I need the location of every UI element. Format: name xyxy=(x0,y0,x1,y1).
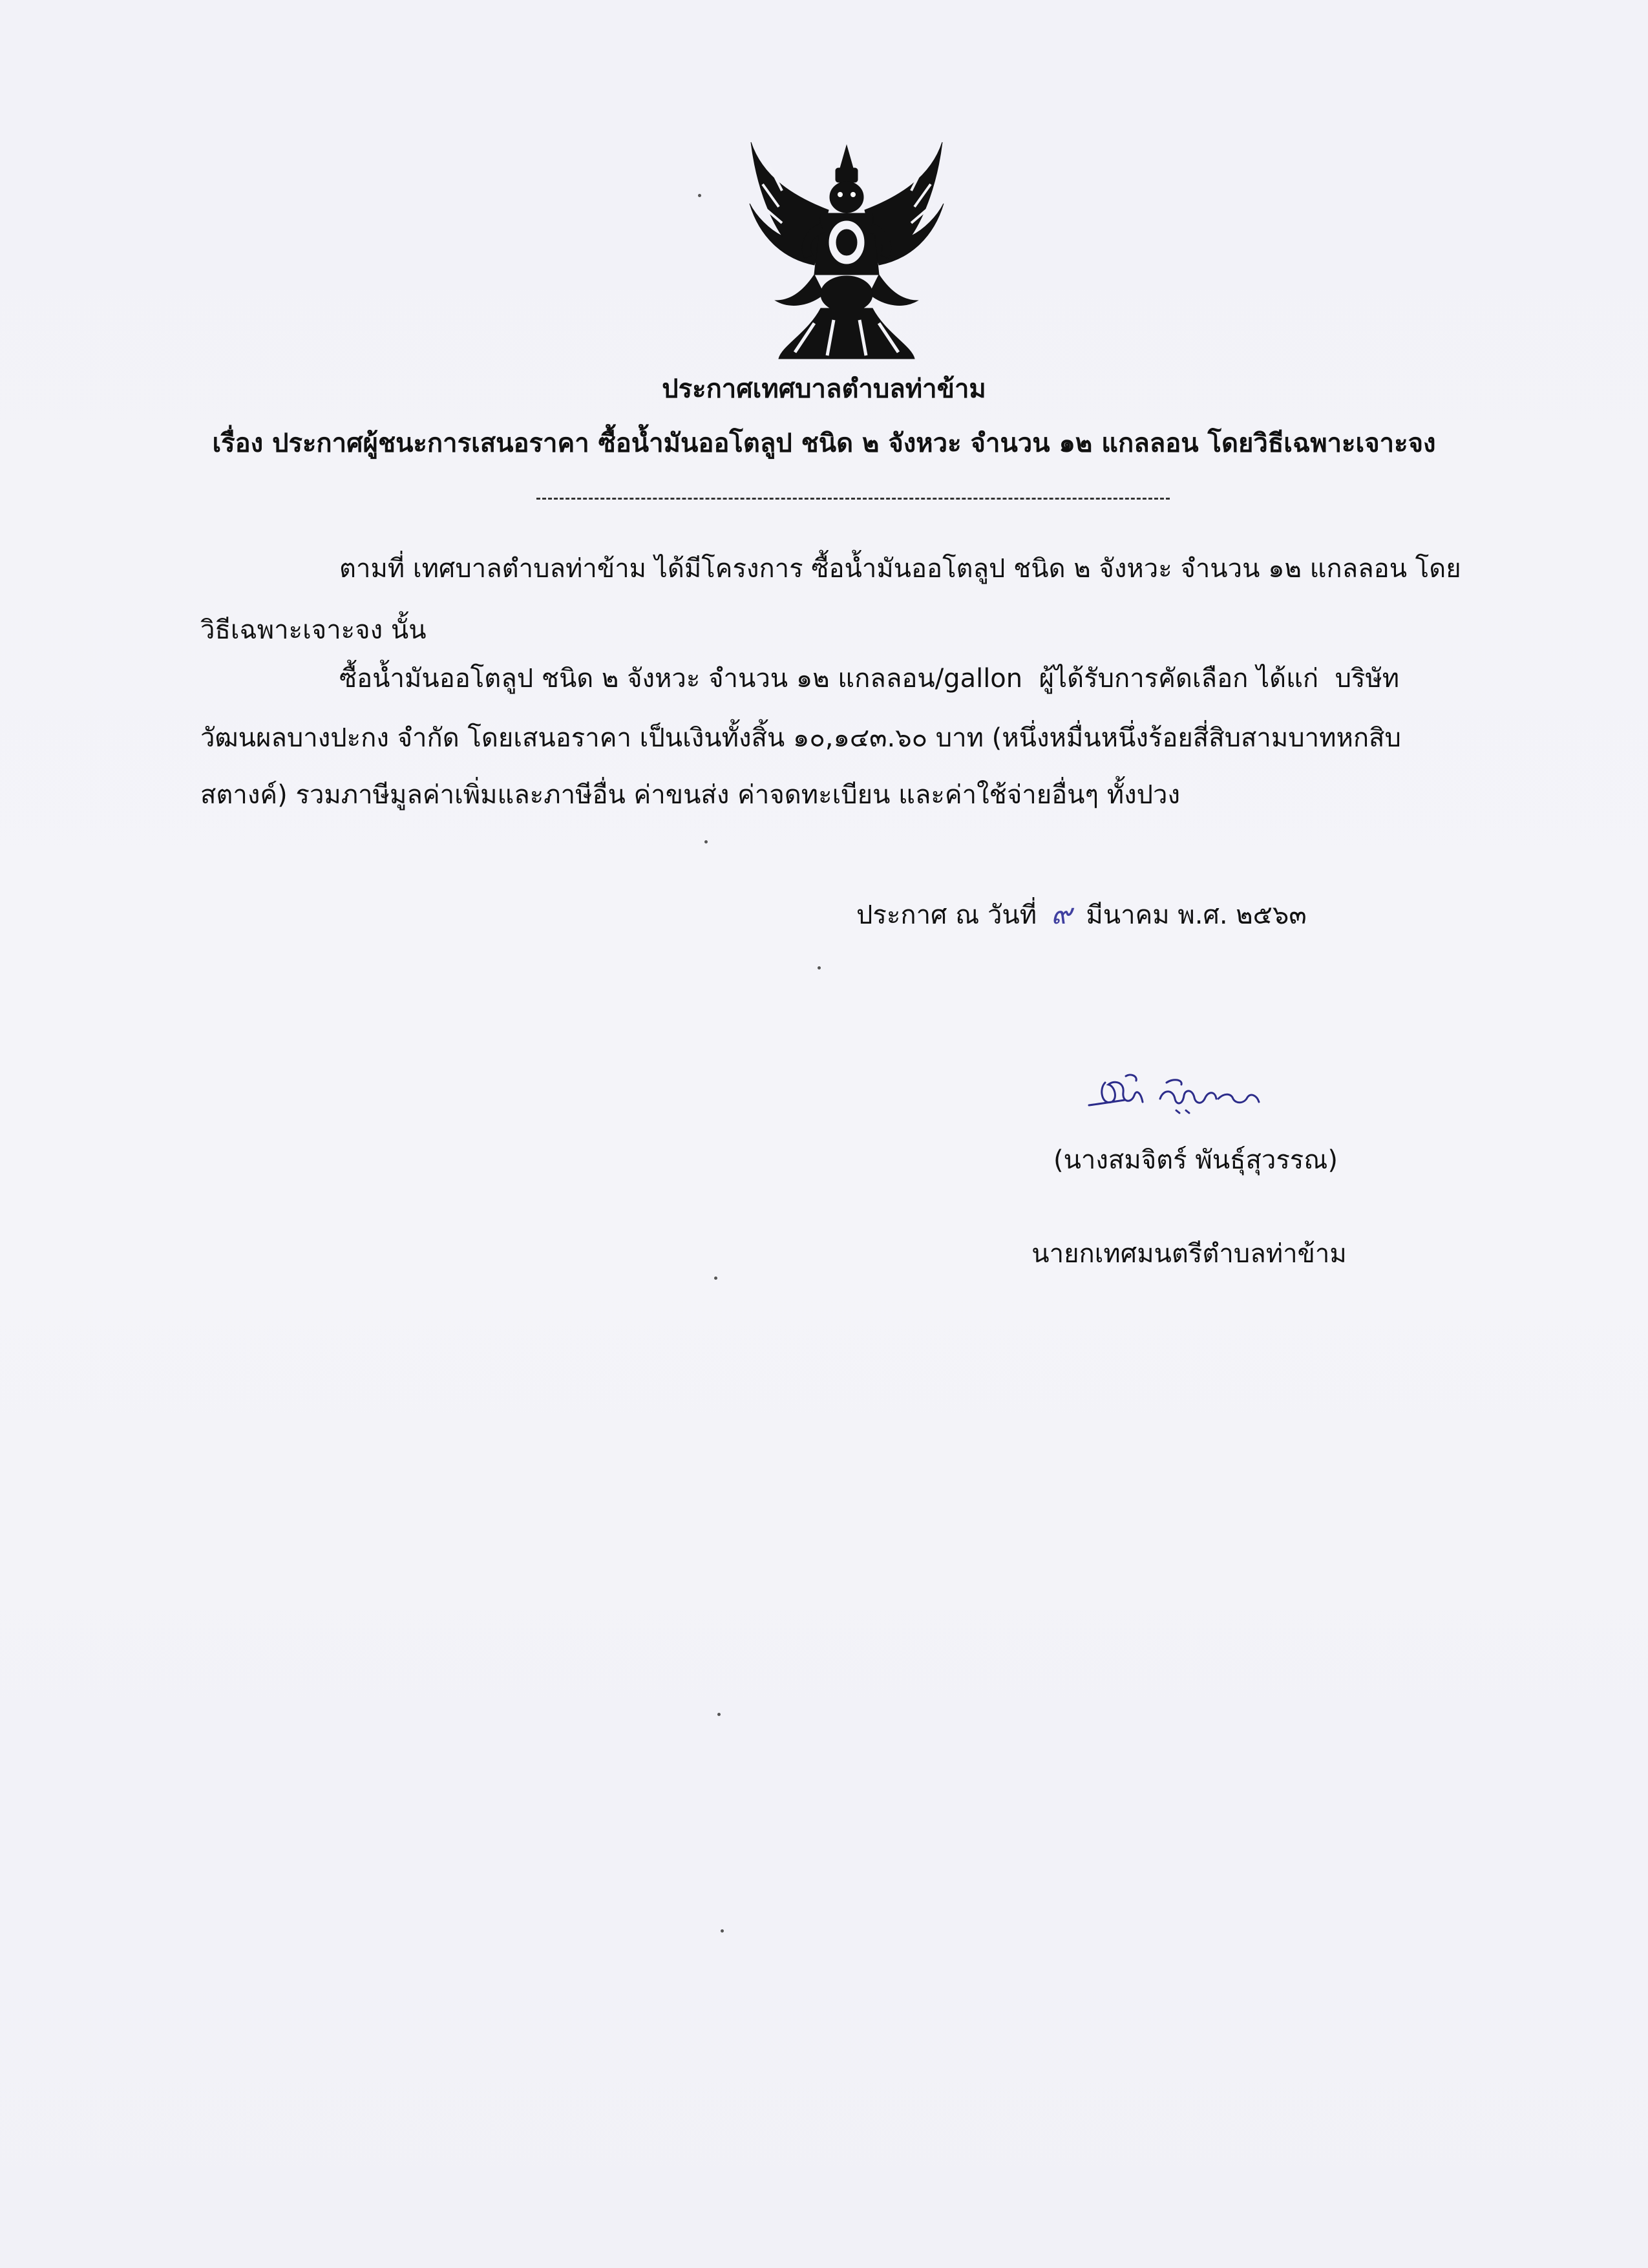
paragraph-1-line-1 xyxy=(200,549,1486,588)
total-amount: ๑๐,๑๔๓.๖๐ บาท (หนึ่งหมื่นหนึ่งร้อยสี่สิบสามบาทหกสิบ xyxy=(792,723,1401,753)
company-prefix: บริษัท xyxy=(1335,664,1400,694)
company-name: วัฒนผลบางปะกง จำกัด xyxy=(200,723,460,753)
paragraph-2-line-3: สตางค์) รวมภาษีมูลค่าเพิ่มและภาษีอื่น ค่าขนส่ง ค่าจดทะเบียน และค่าใช้จ่ายอื่นๆ ทั้งปวง xyxy=(200,780,1180,810)
paragraph-1-line-2: วิธีเฉพาะเจาะจง นั้น xyxy=(200,615,427,645)
signer-name: (นางสมจิตร์ พันธุ์สุวรรณ) xyxy=(1053,1145,1338,1175)
winner-label: ผู้ได้รับการคัดเลือก ได้แก่ xyxy=(1039,664,1319,694)
paragraph-1-text: เทศบาลตำบลท่าข้าม ได้มีโครงการ ซื้อน้ำมันออโตลูป ชนิด ๒ จังหวะ จำนวน ๑๒ แกลลอน โดย xyxy=(412,554,1461,584)
announcement-day: ๙ xyxy=(1051,898,1072,931)
paragraph-2-line-2 xyxy=(200,719,1486,758)
scan-speck xyxy=(714,1277,717,1280)
total-label: เป็นเงินทั้งสิ้น xyxy=(639,723,785,753)
document-title: ประกาศเทศบาลตำบลท่าข้าม xyxy=(662,374,986,404)
announcement-date xyxy=(856,895,1307,935)
handwritten-signature xyxy=(1086,1066,1280,1125)
scan-speck xyxy=(818,966,821,970)
announcement-month-year: มีนาคม พ.ศ. ๒๕๖๓ xyxy=(1086,900,1307,930)
header-divider xyxy=(536,498,1170,500)
offer-label: โดยเสนอราคา xyxy=(467,723,631,753)
announcement-prefix: ประกาศ ณ วันที่ xyxy=(856,900,1037,930)
scan-speck xyxy=(704,840,708,843)
document-subject: เรื่อง ประกาศผู้ชนะการเสนอราคา ซื้อน้ำมันออโตลูป ชนิด ๒ จังหวะ จำนวน ๑๒ แกลลอน โดยวิธีเฉพาะเจาะจง xyxy=(212,429,1436,458)
purchase-item: ซื้อน้ำมันออโตลูป ชนิด ๒ จังหวะ จำนวน ๑๒ แกลลอน/gallon xyxy=(339,664,1023,694)
scan-speck xyxy=(698,194,701,197)
scan-speck xyxy=(717,1713,721,1716)
scan-speck xyxy=(721,1929,724,1933)
paragraph-2-line-1 xyxy=(200,659,1486,698)
garuda-emblem-icon xyxy=(743,139,950,365)
paragraph-1-lead: ตามที่ xyxy=(339,554,405,584)
signer-title: นายกเทศมนตรีตำบลท่าข้าม xyxy=(1031,1239,1347,1269)
